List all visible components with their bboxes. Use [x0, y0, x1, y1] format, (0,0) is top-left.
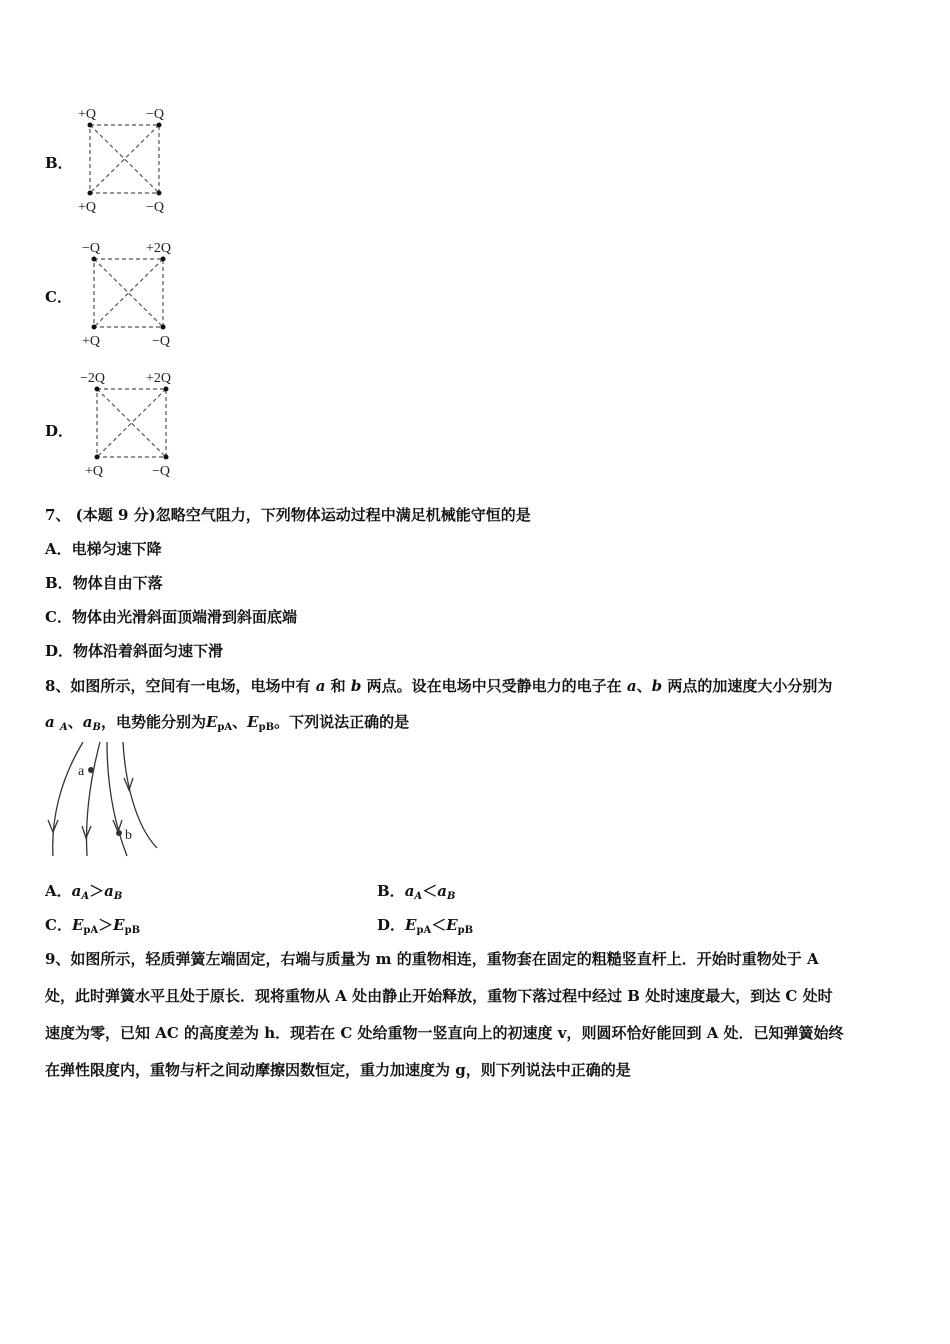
charge-label: −Q — [146, 200, 165, 215]
field-lines-figure — [45, 740, 165, 860]
point-a-label: a — [78, 764, 85, 779]
charge-label: +Q — [78, 200, 97, 215]
charge-square-b — [70, 100, 190, 220]
charge-label: +2Q — [146, 241, 172, 256]
charge-label: −Q — [82, 241, 101, 256]
charge-square-d — [70, 364, 190, 484]
option-d-label: D． — [45, 422, 74, 440]
charge-label: −2Q — [80, 371, 106, 386]
q8-option-d: D．$E_{pA}<E_{pB}$ — [377, 916, 474, 936]
q8-option-c: C．$E_{pA}>E_{pB}$ — [45, 916, 141, 936]
point-b-label: b — [125, 828, 132, 843]
q8-stem-line1: 8、如图所示，空间有一电场，电场中有 a 和 b 两点。设在电场中只受静电力的电子在 a、b 两点的加速度大小分别为 — [45, 677, 833, 695]
q7-option-d: D．物体沿着斜面匀速下滑 — [45, 642, 224, 660]
charge-square-c — [70, 234, 190, 354]
charge-label: +Q — [82, 334, 101, 349]
q8-stem-line2: a $_A$、$a_B$，电势能分别为$E_{pA}$、$E_{pB}$。下列说法正确的是 — [45, 713, 410, 733]
charge-label: +Q — [78, 107, 97, 122]
q7-option-c: C．物体由光滑斜面顶端滑到斜面底端 — [45, 608, 297, 626]
q8-option-b: B．$a_A<a_B$ — [377, 882, 456, 902]
q8-option-a: A．$a_A>a_B$ — [45, 882, 123, 902]
q7-option-a: A．电梯匀速下降 — [45, 540, 162, 558]
option-c-label: C． — [45, 288, 72, 306]
q9-line2: 处，此时弹簧水平且处于原长．现将重物从 A 处由静止开始释放，重物下落过程中经过 B 处时速度最大，到达 C 处时 — [45, 987, 833, 1005]
q7-stem: 7、 (本题 9 分)忽略空气阻力，下列物体运动过程中满足机械能守恒的是 — [45, 506, 531, 524]
charge-label: +2Q — [146, 371, 172, 386]
option-b-label: B． — [45, 154, 73, 172]
charge-label: −Q — [146, 107, 165, 122]
q9-line4: 在弹性限度内，重物与杆之间动摩擦因数恒定，重力加速度为 g，则下列说法中正确的是 — [45, 1061, 631, 1079]
charge-label: −Q — [152, 334, 171, 349]
charge-label: +Q — [85, 464, 104, 479]
q9-line1: 9、如图所示，轻质弹簧左端固定，右端与质量为 m 的重物相连，重物套在固定的粗糙竖直杆上．开始时重物处于 A — [45, 950, 819, 968]
q9-line3: 速度为零，已知 AC 的高度差为 h．现若在 C 处给重物一竖直向上的初速度 v，则圆环恰好能回到 A 处．已知弹簧始终 — [45, 1024, 844, 1042]
charge-label: −Q — [152, 464, 171, 479]
q7-option-b: B．物体自由下落 — [45, 574, 163, 592]
